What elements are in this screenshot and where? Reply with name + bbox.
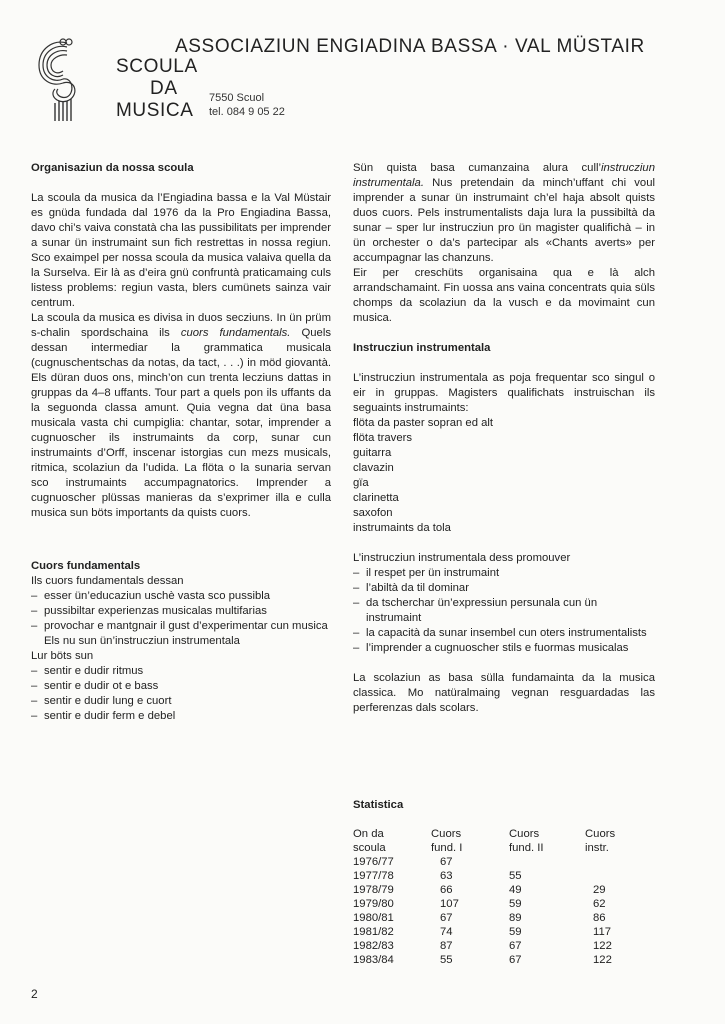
list-item: – l’abiltà da til dominar [353, 581, 655, 596]
paragraph-sections-text-a: La scoula da musica es divisa in duos secziuns. In ün prüm s-chalin spordschaina ils [31, 312, 331, 339]
table-cell: 59 [509, 898, 522, 910]
aims-list [31, 664, 331, 724]
statistics-table [353, 827, 635, 967]
table-cell: 29 [593, 884, 606, 896]
header-line: Cuors [509, 828, 540, 840]
instruments-list [353, 416, 655, 536]
table-cell: 86 [593, 912, 606, 924]
table-cell: 1979/80 [353, 898, 394, 910]
table-row [353, 925, 635, 939]
paragraph-instrumental-text-a: Sün quista basa cumanzaina alura cull’ [353, 162, 601, 174]
association-name: ASSOCIAZIUN ENGIADINA BASSA · VAL MÜSTAIR [175, 36, 645, 57]
table-cell: 67 [509, 954, 522, 966]
aims-intro: Lur böts sun [31, 650, 94, 662]
paragraph-sections [31, 311, 331, 521]
table-header-row [353, 827, 635, 855]
table-cell: 59 [509, 926, 522, 938]
header-line: fund. I [431, 842, 463, 854]
list-item: saxofon [353, 507, 393, 519]
address-block [209, 91, 285, 119]
table-cell: 107 [440, 898, 459, 910]
paragraph-adults: Eir per creschüts organisaina qua e là alch arrandschamaint. Fin uossa ans vaina concentrats quia süls chomps da scolaziun da la vusch e da movimaint cun musica. [353, 267, 655, 324]
list-item: flöta da paster sopran ed alt [353, 417, 494, 429]
section-heading-basic-courses: Cuors fundamentals [31, 560, 141, 572]
table-cell: 89 [509, 912, 522, 924]
table-row [353, 869, 635, 883]
table-header-cell [585, 827, 635, 855]
table-cell: 1976/77 [353, 856, 394, 868]
table-cell: 122 [593, 954, 612, 966]
table-row [353, 897, 635, 911]
basic-courses-note: Els nu sun ün’instrucziun instrumentala [44, 635, 240, 647]
list-item: – sentir e dudir lung e cuort [31, 694, 331, 709]
list-item: instrumaints da tola [353, 522, 451, 534]
table-row [353, 939, 635, 953]
header-line: instr. [585, 842, 609, 854]
table-cell: 67 [440, 912, 453, 924]
paragraph-founding: La scoula da musica da l’Engiadina bassa e la Val Müstair es gnüda fundada dal 1976 da la Pro Engiadina Bassa, davo chi’s vaiva constatà cha las pussibilitats per imprender a sunar ün instrumaint sun fich restrettas in nossa regiun. Sco exaimpel per nossa scoula da musica valaiva quella da la Surselva. Eir là as d’eira gnü confruntà praticamaing culs listess problems: regiun vasta, blers cumünets sainza vair centrum. [31, 192, 331, 309]
list-item: – sentir e dudir ot e bass [31, 679, 331, 694]
table-cell: 1978/79 [353, 884, 394, 896]
statistics-heading: Statistica [353, 799, 404, 811]
paragraph-instrumental-lessons: L’instrucziun instrumentala as poja frequentar sco singul o eir in gruppas. Magisters qualifichats instruischan ils seguaints instrumaints: [353, 372, 655, 414]
school-name-line1: SCOULA [116, 56, 198, 77]
table-cell: 49 [509, 884, 522, 896]
promote-list [353, 566, 655, 656]
table-cell: 62 [593, 898, 606, 910]
paragraph-instrumental-emphasis: instrucziun instrumentala. [353, 162, 655, 189]
table-cell: 63 [440, 870, 453, 882]
page-number: 2 [31, 987, 38, 1001]
list-item: – esser ün’educaziun uschè vasta sco pussibla [31, 589, 331, 604]
list-item: – pussibiltar experienzas musicalas multifarias [31, 604, 331, 619]
table-cell: 117 [593, 926, 612, 938]
table-header-cell [431, 827, 509, 855]
table-row [353, 953, 635, 967]
list-item: – sentir e dudir ritmus [31, 664, 331, 679]
table-cell: 55 [509, 870, 522, 882]
list-item: – sentir e dudir ferm e debel [31, 709, 331, 724]
table-cell [509, 855, 585, 869]
basic-courses-intro: Ils cuors fundamentals dessan [31, 575, 184, 587]
school-logo-icon [33, 37, 81, 123]
table-cell: 87 [440, 940, 453, 952]
promote-intro: L’instrucziun instrumentala dess promouver [353, 552, 571, 564]
paragraph-sections-emphasis: cuors fundamentals. [180, 327, 291, 339]
left-column [31, 161, 331, 724]
list-item: flöta travers [353, 432, 413, 444]
list-item: – da tscherchar ün’expressiun persunala cun ün instrumaint [353, 596, 655, 626]
school-name-line3: MUSICA [116, 100, 194, 121]
table-cell: 55 [440, 954, 453, 966]
basic-courses-goals-list [31, 589, 331, 634]
table-cell: 74 [440, 926, 453, 938]
table-row [353, 855, 635, 869]
table-cell [585, 855, 635, 869]
table-header-cell [509, 827, 585, 855]
header-line: Cuors [431, 828, 462, 840]
table-cell: 1981/82 [353, 926, 394, 938]
table-cell: 1983/84 [353, 954, 394, 966]
list-item: guitarra [353, 447, 392, 459]
list-item: – l’imprender a cugnuoscher stils e fuormas musicalas [353, 641, 655, 656]
right-column [353, 161, 655, 716]
list-item: – la capacità da sunar insembel cun oters instrumentalists [353, 626, 655, 641]
list-item: clarinetta [353, 492, 399, 504]
paragraph-instrumental-text-b: Nus pretendain da minch’uffant chi voul imprender a sunar ün instrumaint ch’el haja absolt quists duos cuors. Pels instrumentalists daja lura la pussibiltà da sunar – sper lur instrucziun pro ün magister qualifichà – in ün orchester o da’s partecipar als «Chants averts» per accumpagnar las chanzuns. [353, 177, 655, 264]
table-header-cell [353, 827, 431, 855]
table-cell [585, 869, 635, 883]
header-line: scoula [353, 842, 386, 854]
table-cell: 67 [440, 856, 453, 868]
table-cell: 122 [593, 940, 612, 952]
header-line: Cuors [585, 828, 616, 840]
table-row [353, 883, 635, 897]
table-cell: 1982/83 [353, 940, 394, 952]
school-name [116, 56, 198, 122]
section-heading-organisation: Organisaziun da nossa scoula [31, 162, 194, 174]
table-cell: 1980/81 [353, 912, 394, 924]
list-item: – il respet per ün instrumaint [353, 566, 655, 581]
paragraph-instrumental-intro [353, 161, 655, 266]
header-line: On da [353, 828, 384, 840]
list-item: gïa [353, 477, 369, 489]
address-city: 7550 Scuol [209, 92, 265, 104]
table-row [353, 911, 635, 925]
list-item: clavazin [353, 462, 394, 474]
list-item: – provochar e mantgnair il gust d’experimentar cun musica [31, 619, 331, 634]
school-name-line2: DA [150, 78, 178, 99]
paragraph-sections-text-b: Quels dessan intermediar la grammatica musicala (cugnuschentschas da notas, da tact, . . .) in möd giovantà. Els düran duos ons, minch’on cun trenta lecziuns dattas in gruppas da 4–8 uffants. Tour part a quels pon ils uffants da la seguonda classa amunt. Quia vegna dat üna basa musicala vasta chi cumpiglia: chantar, sotar, imprender a cugnuoscher ils instrumaints da corp, sunar cun instrumaints d’Orff, inscenar istorgias cun mezs musicals, ritmica, scolaziun da l’udida. La flöta o la sunaria servan sco instrumaints accumpagnatorics. Imprender a cugnuoscher plüssas manieras da s’exprimer illa e culla musica sun böts importants da quists cuors. [31, 327, 331, 519]
section-heading-instrumental: Instrucziun instrumentala [353, 342, 491, 354]
table-cell: 66 [440, 884, 453, 896]
table-cell: 1977/78 [353, 870, 394, 882]
header-line: fund. II [509, 842, 544, 854]
address-phone: tel. 084 9 05 22 [209, 106, 285, 118]
paragraph-classical: La scolaziun as basa süllа fundamainta da la musica classica. Mo natüralmaing vegnan resguardadas las perferenzas dals scolars. [353, 672, 655, 714]
table-cell: 67 [509, 940, 522, 952]
